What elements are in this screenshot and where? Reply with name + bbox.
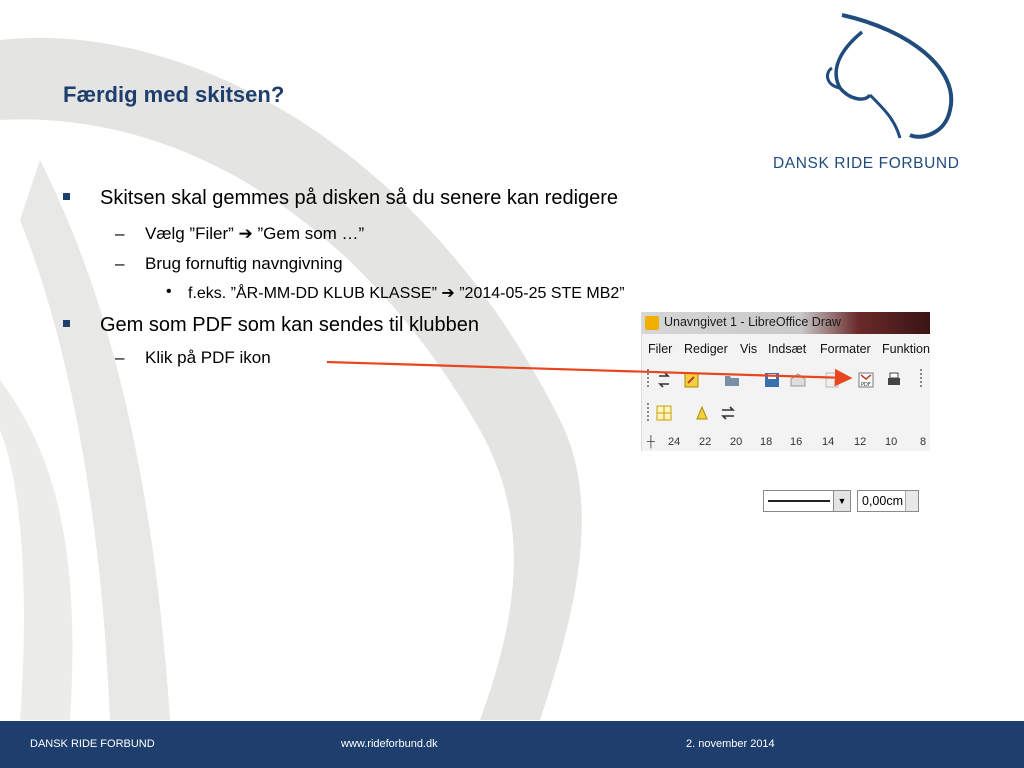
ruler-origin-icon: ┼ bbox=[647, 436, 655, 448]
sub-bullet-text: Vælg ”Filer” ➔ ”Gem som …” bbox=[145, 224, 365, 243]
standard-toolbar bbox=[642, 366, 930, 394]
print-icon[interactable] bbox=[886, 372, 902, 388]
dash-bullet: – bbox=[115, 348, 125, 367]
slide-title: Færdig med skitsen? bbox=[63, 82, 285, 107]
ruler bbox=[642, 432, 930, 451]
sub-bullet-text: Klik på PDF ikon bbox=[145, 348, 271, 367]
menu-funktion[interactable]: Funktion bbox=[882, 342, 930, 356]
window-titlebar bbox=[642, 312, 930, 334]
footer-date: 2. november 2014 bbox=[686, 738, 775, 750]
ruler-label: 8 bbox=[920, 436, 927, 448]
edit-file-icon[interactable] bbox=[684, 372, 700, 388]
sub-bullet-text: Brug fornuftig navngivning bbox=[145, 254, 343, 273]
ruler-label: 12 bbox=[854, 436, 867, 448]
save-icon[interactable] bbox=[764, 372, 780, 388]
dot-bullet: • bbox=[166, 283, 172, 300]
toolbar-grip bbox=[647, 369, 651, 387]
ruler-label: 24 bbox=[668, 436, 681, 448]
menu-formater[interactable]: Formater bbox=[820, 342, 871, 356]
svg-text:PDF: PDF bbox=[861, 382, 871, 388]
menu-rediger[interactable]: Rediger bbox=[684, 342, 728, 356]
export-pdf-icon[interactable] bbox=[858, 372, 874, 388]
sub-sub-bullet bbox=[166, 283, 625, 303]
spinner-icon[interactable] bbox=[905, 491, 918, 511]
footer-bar bbox=[0, 721, 1024, 768]
line-width-input[interactable] bbox=[857, 490, 919, 512]
line-style-select[interactable] bbox=[763, 490, 851, 512]
menu-filer[interactable]: Filer bbox=[648, 342, 673, 356]
logo-text: DANSK RIDE FORBUND bbox=[773, 155, 960, 172]
ruler-label: 20 bbox=[730, 436, 743, 448]
dash-bullet: – bbox=[115, 254, 125, 273]
menubar bbox=[642, 338, 930, 360]
dash-bullet: – bbox=[115, 224, 125, 243]
sub-sub-bullet-text: f.eks. ”ÅR-MM-DD KLUB KLASSE” ➔ ”2014-05-25 STE MB2” bbox=[188, 285, 625, 302]
toolbar-grip bbox=[647, 403, 651, 421]
sub-bullet bbox=[115, 348, 271, 368]
ruler-label: 22 bbox=[699, 436, 712, 448]
bullet-text: Skitsen skal gemmes på disken så du senere kan redigere bbox=[100, 187, 619, 209]
ruler-label: 14 bbox=[822, 436, 835, 448]
footer-org: DANSK RIDE FORBUND bbox=[30, 738, 155, 750]
arrow-style-icon[interactable] bbox=[720, 405, 736, 421]
toolbar-grip bbox=[920, 369, 924, 387]
square-bullet-icon bbox=[63, 193, 70, 200]
ruler-label: 18 bbox=[760, 436, 773, 448]
bullet-save-sketch bbox=[100, 187, 618, 210]
open-folder-icon[interactable] bbox=[724, 372, 740, 388]
line-width-value: 0,00cm bbox=[862, 494, 903, 508]
menu-vis[interactable]: Vis bbox=[740, 342, 758, 356]
bullet-text: Gem som PDF som kan sendes til klubben bbox=[100, 314, 480, 336]
sub-bullet bbox=[115, 224, 365, 244]
dropdown-arrow-icon[interactable]: ▼ bbox=[833, 491, 850, 511]
menu-indsaet[interactable]: Indsæt bbox=[768, 342, 807, 356]
line-style-icon[interactable] bbox=[694, 405, 710, 421]
email-icon[interactable] bbox=[790, 372, 806, 388]
arrows-icon[interactable] bbox=[656, 372, 672, 388]
window-title: Unavngivet 1 - LibreOffice Draw bbox=[664, 315, 841, 329]
square-bullet-icon bbox=[63, 320, 70, 327]
ruler-label: 16 bbox=[790, 436, 803, 448]
bullet-save-pdf bbox=[100, 314, 479, 337]
sub-bullet bbox=[115, 254, 343, 274]
footer-url[interactable]: www.rideforbund.dk bbox=[341, 738, 438, 750]
line-preview bbox=[768, 500, 830, 502]
grid-icon[interactable] bbox=[656, 405, 672, 421]
libreoffice-draw-icon bbox=[645, 316, 659, 330]
libreoffice-screenshot bbox=[641, 312, 930, 508]
ruler-label: 10 bbox=[885, 436, 898, 448]
edit-doc-icon[interactable] bbox=[824, 372, 840, 388]
